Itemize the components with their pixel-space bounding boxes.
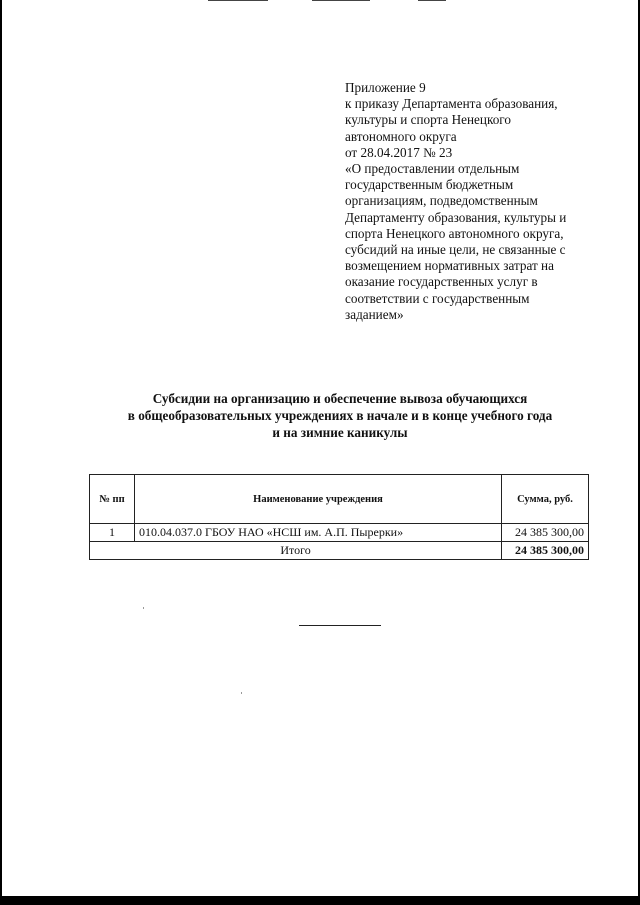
header-number: № пп	[90, 475, 135, 524]
total-row	[90, 542, 589, 560]
subsidy-table	[89, 474, 589, 560]
annex-line: Департаменту образования, культуры и	[345, 209, 567, 225]
annex-line: субсидий на иные цели, не связанные с	[345, 242, 566, 258]
table-header-row	[90, 475, 589, 524]
total-amount: 24 385 300,00	[502, 542, 589, 560]
scan-speck	[241, 692, 242, 694]
annex-line: возмещением нормативных затрат на	[345, 258, 554, 274]
annex-line: автономного округа	[345, 128, 457, 144]
annex-line: организациям, подведомственным	[345, 193, 538, 209]
annex-line: Приложение 9	[345, 80, 426, 95]
annex-line: соответствии с государственным	[345, 290, 530, 306]
table-row	[90, 524, 589, 542]
title-line: в общеобразовательных учреждениях в начале и в конце учебного года	[127, 408, 553, 423]
annex-line: спорта Ненецкого автономного округа,	[345, 225, 564, 241]
header-institution: Наименование учреждения	[135, 475, 502, 524]
row-institution: 010.04.037.0 ГБОУ НАО «НСШ им. А.П. Пырерки»	[135, 524, 502, 542]
scan-bottom-edge	[0, 896, 640, 905]
scan-top-artifacts	[200, 0, 460, 4]
annex-line: культуры и спорта Ненецкого	[345, 112, 511, 128]
title-line: и на зимние каникулы	[272, 425, 408, 440]
annex-line: государственным бюджетным	[345, 177, 514, 193]
end-separator-line	[299, 625, 381, 626]
annex-line: оказание государственных услуг в	[345, 274, 538, 290]
total-label: Итого	[90, 542, 502, 560]
annex-line: «О предоставлении отдельным	[345, 161, 520, 177]
scan-speck	[143, 607, 144, 609]
row-amount: 24 385 300,00	[502, 524, 589, 542]
annex-line: к приказу Департамента образования,	[345, 96, 558, 112]
scan-left-edge	[0, 0, 2, 905]
row-number: 1	[90, 524, 135, 542]
document-title	[80, 390, 600, 441]
title-line: Субсидии на организацию и обеспечение вывоза обучающихся	[152, 391, 528, 406]
header-amount: Сумма, руб.	[502, 475, 589, 524]
annex-line: заданием»	[345, 306, 404, 322]
annex-block	[345, 80, 595, 323]
annex-line: от 28.04.2017 № 23	[345, 144, 453, 160]
